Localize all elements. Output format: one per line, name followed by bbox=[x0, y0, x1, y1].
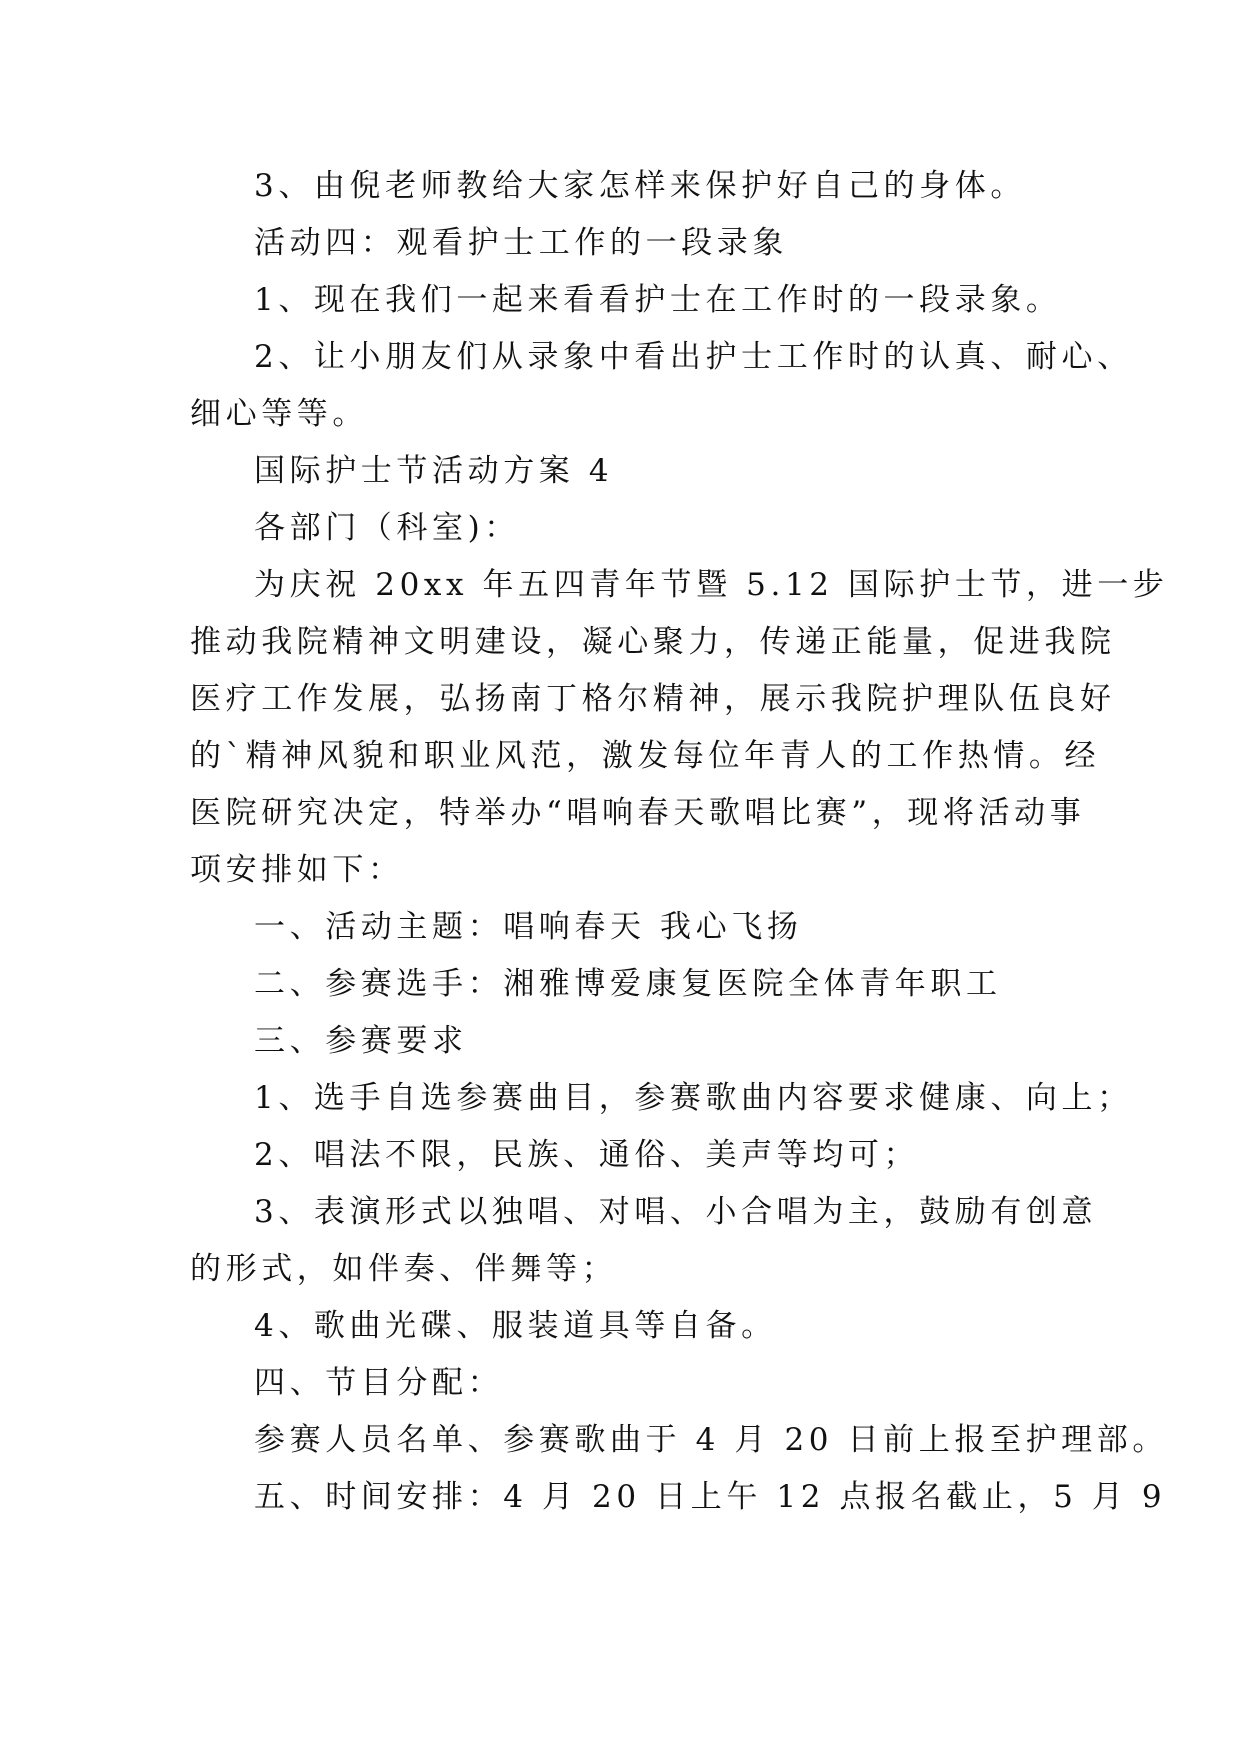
salutation: 各部门（科室)： bbox=[254, 510, 520, 546]
paragraph-line: 推动我院精神文明建设，凝心聚力，传递正能量，促进我院 bbox=[190, 624, 1116, 660]
paragraph-line: 1、现在我们一起来看看护士在工作时的一段录象。 bbox=[254, 282, 1062, 318]
section-heading: 四、节目分配： bbox=[254, 1365, 504, 1401]
document-title: 国际护士节活动方案 4 bbox=[254, 453, 614, 489]
section-heading: 二、参赛选手：湘雅博爱康复医院全体青年职工 bbox=[254, 966, 1002, 1002]
section-heading: 三、参赛要求 bbox=[254, 1023, 468, 1059]
paragraph-line: 医疗工作发展，弘扬南丁格尔精神，展示我院护理队伍良好 bbox=[190, 681, 1116, 717]
list-item: 3、表演形式以独唱、对唱、小合唱为主，鼓励有创意 bbox=[254, 1194, 1098, 1230]
paragraph-line: 参赛人员名单、参赛歌曲于 4 月 20 日前上报至护理部。 bbox=[254, 1422, 1168, 1458]
paragraph-line: 细心等等。 bbox=[190, 396, 368, 432]
list-item: 2、唱法不限，民族、通俗、美声等均可； bbox=[254, 1137, 920, 1173]
paragraph-line: 项安排如下： bbox=[190, 852, 404, 888]
list-item: 的形式，如伴奏、伴舞等； bbox=[190, 1251, 618, 1287]
paragraph-line: 的`精神风貌和职业风范，激发每位年青人的工作热情。经 bbox=[190, 738, 1101, 774]
paragraph-line: 2、让小朋友们从录象中看出护士工作时的认真、耐心、 bbox=[254, 339, 1133, 375]
list-item: 4、歌曲光碟、服装道具等自备。 bbox=[254, 1308, 777, 1344]
section-heading: 一、活动主题：唱响春天 我心飞扬 bbox=[254, 909, 803, 945]
paragraph-line: 为庆祝 20xx 年五四青年节暨 5.12 国际护士节，进一步 bbox=[254, 567, 1169, 603]
section-heading: 活动四：观看护士工作的一段录象 bbox=[254, 225, 788, 261]
paragraph-line: 3、由倪老师教给大家怎样来保护好自己的身体。 bbox=[254, 168, 1026, 204]
section-heading: 五、时间安排：4 月 20 日上午 12 点报名截止，5 月 9 bbox=[254, 1479, 1167, 1515]
paragraph-line: 医院研究决定，特举办“唱响春天歌唱比赛”，现将活动事 bbox=[190, 795, 1086, 831]
list-item: 1、选手自选参赛曲目，参赛歌曲内容要求健康、向上； bbox=[254, 1080, 1133, 1116]
